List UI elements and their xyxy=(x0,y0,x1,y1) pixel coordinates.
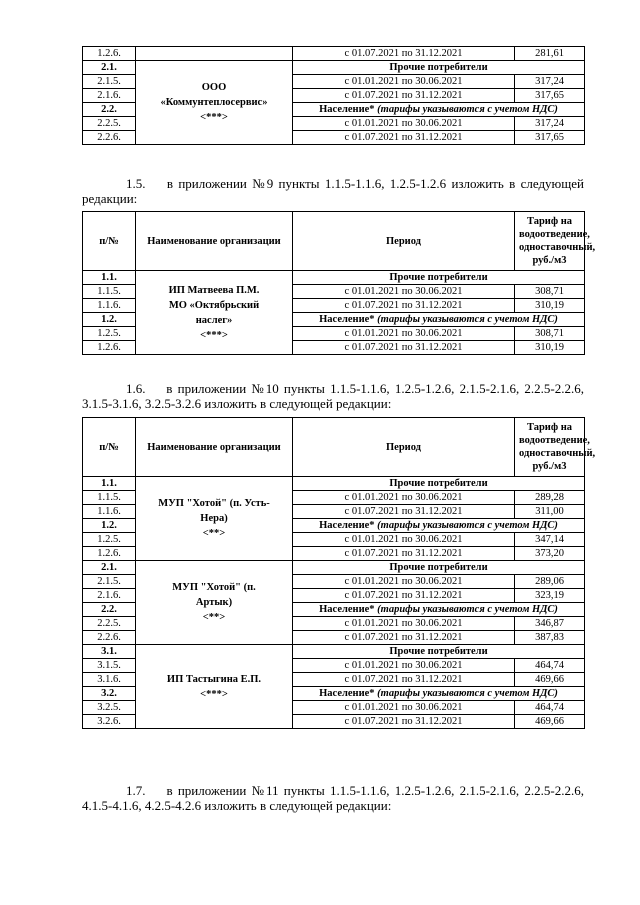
category-label: Прочие потребители xyxy=(389,646,488,657)
organization-name xyxy=(136,61,293,145)
tariff-value: 373,20 xyxy=(515,547,585,561)
period: с 01.07.2021 по 31.12.2021 xyxy=(293,299,515,313)
category-note: (тарифы указываются с учетом НДС) xyxy=(377,314,558,325)
organization-line: <**> xyxy=(202,528,226,539)
table2-body xyxy=(83,477,585,729)
header-tariff: Тариф на водоотведение, одноставочный, руб./м3 xyxy=(515,212,585,271)
organization-line: МУП "Хотой" (п. Усть- xyxy=(158,498,270,509)
category-label: Население* xyxy=(319,688,375,699)
tariff-value: 469,66 xyxy=(515,673,585,687)
row-number: 1.1. xyxy=(83,271,136,285)
organization-name xyxy=(136,561,293,645)
row-number: 2.2.5. xyxy=(83,617,136,631)
organization-line: МУП "Хотой" (п. xyxy=(172,582,256,593)
header-number: п/№ xyxy=(83,418,136,477)
row-number: 3.1.6. xyxy=(83,673,136,687)
row-number: 2.2.6. xyxy=(83,631,136,645)
row-number: 1.2.6. xyxy=(83,547,136,561)
tariff-value: 464,74 xyxy=(515,701,585,715)
row-number: 2.2.6. xyxy=(83,131,136,145)
row-number: 3.2.6. xyxy=(83,715,136,729)
category-label: Прочие потребители xyxy=(389,62,488,73)
category-note: (тарифы указываются с учетом НДС) xyxy=(377,104,558,115)
row-number: 2.1.6. xyxy=(83,89,136,103)
period: с 01.01.2021 по 30.06.2021 xyxy=(293,701,515,715)
row-number: 1.2.5. xyxy=(83,533,136,547)
period: с 01.01.2021 по 30.06.2021 xyxy=(293,575,515,589)
organization-line: <**> xyxy=(202,612,226,623)
consumer-category xyxy=(293,561,585,575)
category-row xyxy=(83,61,585,75)
period: с 01.07.2021 по 31.12.2021 xyxy=(293,47,515,61)
header-organization: Наименование организации xyxy=(136,212,293,271)
tariff-value: 387,83 xyxy=(515,631,585,645)
header-tariff: Тариф на водоотведение, одноставочный, руб./м3 xyxy=(515,418,585,477)
table1-body xyxy=(83,271,585,355)
period: с 01.07.2021 по 31.12.2021 xyxy=(293,505,515,519)
header-number: п/№ xyxy=(83,212,136,271)
para-number: 1.6. xyxy=(126,381,146,396)
header-period: Период xyxy=(293,418,515,477)
consumer-category xyxy=(293,271,585,285)
row-number: 1.2. xyxy=(83,313,136,327)
para-text: в приложении №11 пункты 1.1.5-1.1.6, 1.2.5-1.2.6, 2.1.5-2.1.6, 2.2.5-2.2.6, 4.1.5-4.1.6, 4.2.5-4.2.6 изложить в следующей редакции: xyxy=(82,783,584,813)
category-note: (тарифы указываются с учетом НДС) xyxy=(377,688,558,699)
para-text: в приложении №10 пункты 1.1.5-1.1.6, 1.2.5-1.2.6, 2.1.5-2.1.6, 2.2.5-2.2.6, 3.1.5-3.1.6, 3.2.5-3.2.6 изложить в следующей редакции: xyxy=(82,381,584,411)
organization-line: Артык) xyxy=(195,597,233,608)
period: с 01.01.2021 по 30.06.2021 xyxy=(293,285,515,299)
empty-cell xyxy=(136,47,293,61)
tariff-value: 346,87 xyxy=(515,617,585,631)
category-row xyxy=(83,561,585,575)
tariff-value: 311,00 xyxy=(515,505,585,519)
category-label: Прочие потребители xyxy=(389,478,488,489)
tariff-value: 464,74 xyxy=(515,659,585,673)
tariff-value: 281,61 xyxy=(515,47,585,61)
row-number: 1.1.5. xyxy=(83,491,136,505)
period: с 01.01.2021 по 30.06.2021 xyxy=(293,75,515,89)
row-number: 2.1.5. xyxy=(83,575,136,589)
category-label: Прочие потребители xyxy=(389,272,488,283)
row-number: 1.1.6. xyxy=(83,505,136,519)
tariff-table-appendix-10 xyxy=(82,417,596,729)
tariff-value: 289,28 xyxy=(515,491,585,505)
category-row xyxy=(83,645,585,659)
category-note: (тарифы указываются с учетом НДС) xyxy=(377,604,558,615)
period: с 01.01.2021 по 30.06.2021 xyxy=(293,659,515,673)
organization-line: ООО xyxy=(201,82,227,93)
row-number: 2.1. xyxy=(83,561,136,575)
tariff-value: 317,65 xyxy=(515,89,585,103)
consumer-category xyxy=(293,519,585,533)
category-note: (тарифы указываются с учетом НДС) xyxy=(377,520,558,531)
row-number: 2.1.5. xyxy=(83,75,136,89)
row-number: 1.2. xyxy=(83,519,136,533)
organization-name xyxy=(136,477,293,561)
category-label: Население* xyxy=(319,604,375,615)
period: с 01.01.2021 по 30.06.2021 xyxy=(293,327,515,341)
row-number: 1.2.6. xyxy=(83,47,136,61)
period: с 01.01.2021 по 30.06.2021 xyxy=(293,117,515,131)
consumer-category xyxy=(293,645,585,659)
tariff-value: 317,65 xyxy=(515,131,585,145)
period: с 01.07.2021 по 31.12.2021 xyxy=(293,131,515,145)
period: с 01.01.2021 по 30.06.2021 xyxy=(293,617,515,631)
consumer-category xyxy=(293,687,585,701)
tariff-value: 323,19 xyxy=(515,589,585,603)
row-number: 1.1.5. xyxy=(83,285,136,299)
category-row xyxy=(83,477,585,491)
period: с 01.07.2021 по 31.12.2021 xyxy=(293,673,515,687)
tariff-table-appendix-9 xyxy=(82,211,596,355)
tariff-value: 289,06 xyxy=(515,575,585,589)
para-number: 1.5. xyxy=(126,176,146,191)
category-label: Население* xyxy=(319,314,375,325)
row-number: 2.2. xyxy=(83,103,136,117)
paragraph-1-6 xyxy=(82,381,584,411)
consumer-category xyxy=(293,477,585,491)
organization-line: <***> xyxy=(200,329,228,341)
tariff-value: 347,14 xyxy=(515,533,585,547)
tariff-value: 317,24 xyxy=(515,117,585,131)
period: с 01.07.2021 по 31.12.2021 xyxy=(293,589,515,603)
category-label: Прочие потребители xyxy=(389,562,488,573)
consumer-category xyxy=(293,603,585,617)
tariff-value: 308,71 xyxy=(515,285,585,299)
table-row xyxy=(83,47,585,61)
period: с 01.07.2021 по 31.12.2021 xyxy=(293,631,515,645)
paragraph-1-7 xyxy=(82,783,584,813)
para-text: в приложении №9 пункты 1.1.5-1.1.6, 1.2.5-1.2.6 изложить в следующей редакции: xyxy=(82,176,585,206)
row-number: 3.2.5. xyxy=(83,701,136,715)
period: с 01.07.2021 по 31.12.2021 xyxy=(293,547,515,561)
row-number: 3.1. xyxy=(83,645,136,659)
organization-line: Нера) xyxy=(200,513,228,524)
tariff-value: 317,24 xyxy=(515,75,585,89)
row-number: 2.2. xyxy=(83,603,136,617)
consumer-category xyxy=(293,103,585,117)
category-label: Население* xyxy=(319,104,375,115)
period: с 01.07.2021 по 31.12.2021 xyxy=(293,341,515,355)
period: с 01.01.2021 по 30.06.2021 xyxy=(293,491,515,505)
row-number: 2.2.5. xyxy=(83,117,136,131)
row-number: 3.2. xyxy=(83,687,136,701)
organization-line: <***> xyxy=(200,112,228,123)
organization-line: <***> xyxy=(200,688,228,700)
period: с 01.07.2021 по 31.12.2021 xyxy=(293,89,515,103)
paragraph-1-5 xyxy=(82,176,584,206)
tariff-table-continued xyxy=(82,46,585,145)
category-row xyxy=(83,271,585,285)
organization-line: ИП Матвеева П.М. xyxy=(168,284,260,296)
organization-line: «Коммунтеплосервис» xyxy=(160,97,268,108)
row-number: 2.1. xyxy=(83,61,136,75)
organization-name xyxy=(136,645,293,729)
tariff-value: 310,19 xyxy=(515,299,585,313)
row-number: 1.2.5. xyxy=(83,327,136,341)
tariff-value: 469,66 xyxy=(515,715,585,729)
tariff-value: 310,19 xyxy=(515,341,585,355)
period: с 01.01.2021 по 30.06.2021 xyxy=(293,533,515,547)
row-number: 1.2.6. xyxy=(83,341,136,355)
organization-line: МО «Октябрьский xyxy=(168,299,260,311)
para-number: 1.7. xyxy=(126,783,146,798)
row-number: 1.1.6. xyxy=(83,299,136,313)
organization-name xyxy=(136,271,293,355)
tariff-value: 308,71 xyxy=(515,327,585,341)
consumer-category xyxy=(293,313,585,327)
row-number: 2.1.6. xyxy=(83,589,136,603)
header-period: Период xyxy=(293,212,515,271)
organization-line: ИП Тастыгина Е.П. xyxy=(166,673,262,685)
row-number: 3.1.5. xyxy=(83,659,136,673)
consumer-category xyxy=(293,61,585,75)
category-label: Население* xyxy=(319,520,375,531)
table0-body xyxy=(83,47,585,145)
period: с 01.07.2021 по 31.12.2021 xyxy=(293,715,515,729)
organization-line: наслег» xyxy=(195,314,233,326)
header-organization: Наименование организации xyxy=(136,418,293,477)
row-number: 1.1. xyxy=(83,477,136,491)
